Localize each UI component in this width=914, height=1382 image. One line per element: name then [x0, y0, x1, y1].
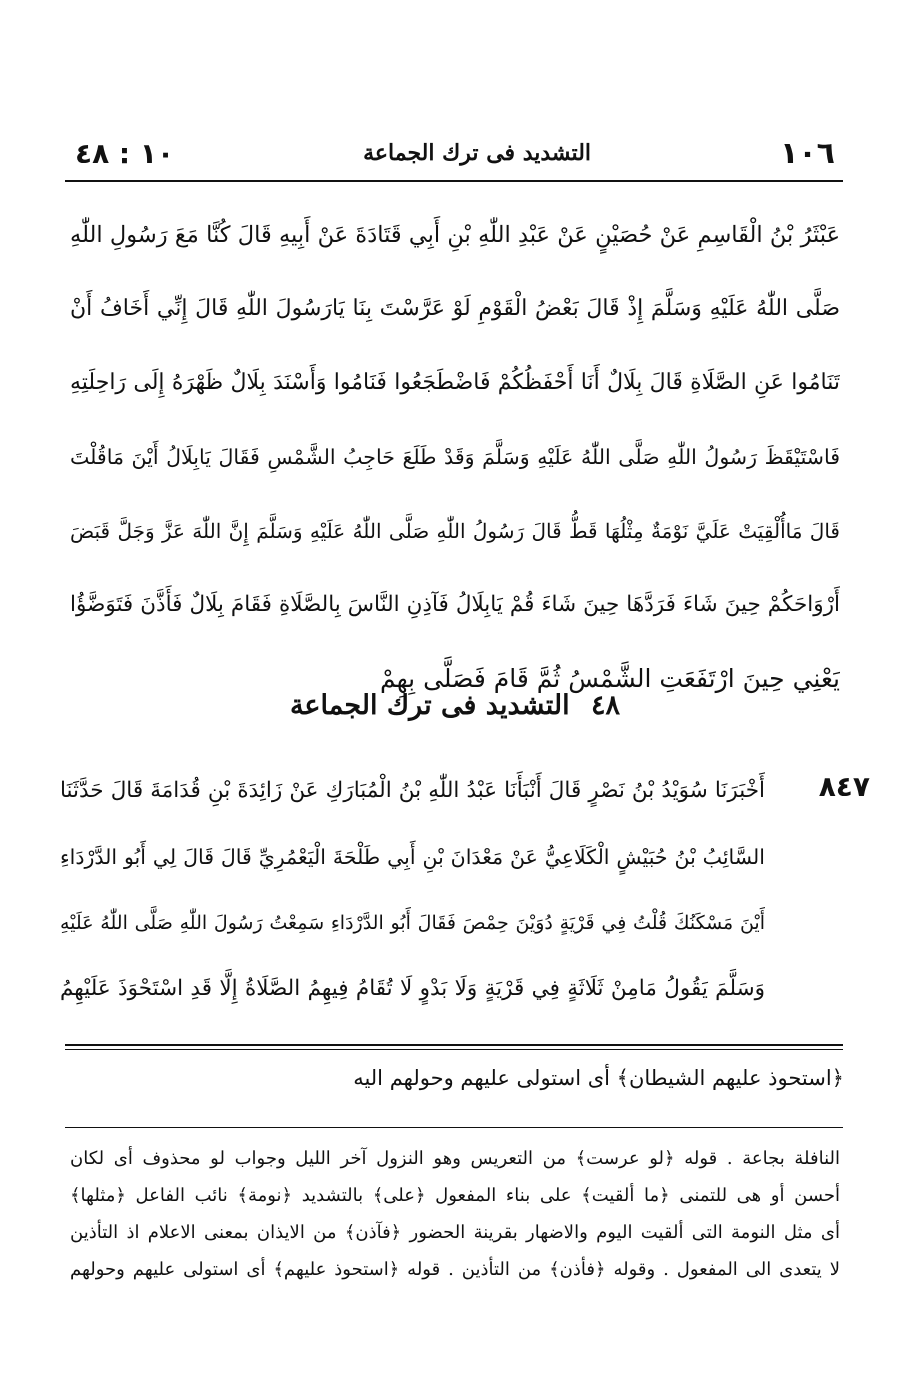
commentary [70, 1140, 840, 1288]
text-line: فَاسْتَيْقَظَ رَسُولُ اللّٰهِ صَلَّى اللّٰهُ عَلَيْهِ وَسَلَّمَ وَقَدْ طَلَعَ حَاجِبُ الشَّمْسِ فَقَالَ يَابِلَالُ أَيْنَ مَاقُلْتَ [70, 445, 840, 469]
commentary-line: أى مثل النومة التى ألقيت اليوم والاضهار بقرينة الحضور ﴿فآذن﴾ من الايذان بمعنى الاعلام اذ التأذين [70, 1222, 840, 1243]
section-number: ٤٨ [591, 690, 621, 721]
commentary-line: النافلة بجاعة . قوله ﴿لو عرست﴾ من التعريس وهو النزول آخر الليل وجواب لو محذوف أى لكان [70, 1148, 840, 1169]
text-line: صَلَّى اللّٰهُ عَلَيْهِ وَسَلَّمَ إِذْ قَالَ بَعْضُ الْقَوْمِ لَوْ عَرَّسْتَ بِنَا يَارَسُولَ اللّٰهِ قَالَ إِنِّي أَخَافُ أَنْ [70, 296, 840, 321]
hadith-range: ١٠ : ٤٨ [75, 136, 175, 170]
footnote-divider [65, 1044, 843, 1046]
section-heading [75, 690, 835, 721]
text-line: أَخْبَرَنَا سُوَيْدُ بْنُ نَصْرٍ قَالَ أَنْبَأَنَا عَبْدُ اللّٰهِ بْنُ الْمُبَارَكِ عَنْ زَائِدَةَ بْنِ قُدَامَةَ قَالَ حَدَّثَنَا [60, 778, 765, 803]
text-line: أَيْنَ مَسْكَنُكَ قُلْتُ فِي قَرْيَةٍ دُوَيْنَ حِمْصَ فَقَالَ أَبُو الدَّرْدَاءِ سَمِعْتُ رَسُولَ اللّٰهِ صَلَّى اللّٰهُ عَلَيْهِ [60, 912, 765, 934]
commentary-divider [65, 1127, 843, 1128]
text-line: قَالَ مَاأُلْقِيَتْ عَلَيَّ نَوْمَةٌ مِثْلُهَا قَطُّ قَالَ رَسُولُ اللّٰهِ صَلَّى اللّٰهُ عَلَيْهِ وَسَلَّمَ إِنَّ اللّٰهَ عَزَّ وَجَلَّ قَبَضَ [70, 519, 840, 543]
text-line: تَنَامُوا عَنِ الصَّلَاةِ قَالَ بِلَالٌ أَنَا أَحْفَظُكُمْ فَاضْطَجَعُوا فَنَامُوا وَأَسْنَدَ بِلَالٌ ظَهْرَهُ إِلَى رَاحِلَتِهِ [70, 370, 840, 395]
text-line: السَّائِبُ بْنُ حُبَيْشٍ الْكَلَاعِيُّ عَنْ مَعْدَانَ بْنِ أَبِي طَلْحَةَ الْيَعْمُرِيِّ قَالَ قَالَ لِي أَبُو الدَّرْدَاءِ [60, 845, 765, 869]
gloss-note: ﴿استحوذ عليهم الشيطان﴾ أى استولى عليهم وحولهم اليه [353, 1066, 844, 1090]
text-line: أَرْوَاحَكُمْ حِينَ شَاءَ فَرَدَّهَا حِينَ شَاءَ قُمْ يَابِلَالُ فَآذِنِ النَّاسَ بِالصَّلَاةِ فَقَامَ بِلَالٌ فَأَذَّنَ فَتَوَضَّؤُا [70, 592, 840, 617]
running-title: التشديد فى ترك الجماعة [363, 140, 592, 166]
page-number: ١٠٦ [780, 135, 835, 171]
text-line: وَسَلَّمَ يَقُولُ مَامِنْ ثَلَاثَةٍ فِي قَرْيَةٍ وَلَا بَدْوٍ لَا تُقَامُ فِيهِمُ الصَّلَاةُ إِلَّا قَدِ اسْتَحْوَذَ عَلَيْهِمُ [60, 976, 765, 1001]
hadith-number: ٨٤٧ [818, 770, 870, 803]
text-line: يَعْنِي حِينَ ارْتَفَعَتِ الشَّمْسُ ثُمَّ قَامَ فَصَلَّى بِهِمْ [380, 664, 840, 693]
running-header [75, 128, 835, 178]
header-rule [65, 180, 843, 182]
hadith-passage [60, 758, 765, 1022]
section-title: التشديد فى ترك الجماعة [289, 690, 570, 721]
commentary-line: أحسن أو هى للتمنى ﴿ما ألقيت﴾ على بناء المفعول ﴿على﴾ بالتشديد ﴿نومة﴾ نائب الفاعل ﴿مثلها﴾ [70, 1185, 840, 1206]
footnote-divider-thin [65, 1049, 843, 1050]
commentary-line: لا يتعدى الى المفعول . وقوله ﴿فأذن﴾ من التأذين . قوله ﴿استحوذ عليهم﴾ أى استولى عليهم وحولهم [70, 1259, 840, 1280]
hadith-passage-continued [70, 198, 840, 716]
text-line: عَبْثَرُ بْنُ الْقَاسِمِ عَنْ حُصَيْنٍ عَنْ عَبْدِ اللّٰهِ بْنِ أَبِي قَتَادَةَ عَنْ أَبِيهِ قَالَ كُنَّا مَعَ رَسُولِ اللّٰهِ [70, 222, 840, 248]
